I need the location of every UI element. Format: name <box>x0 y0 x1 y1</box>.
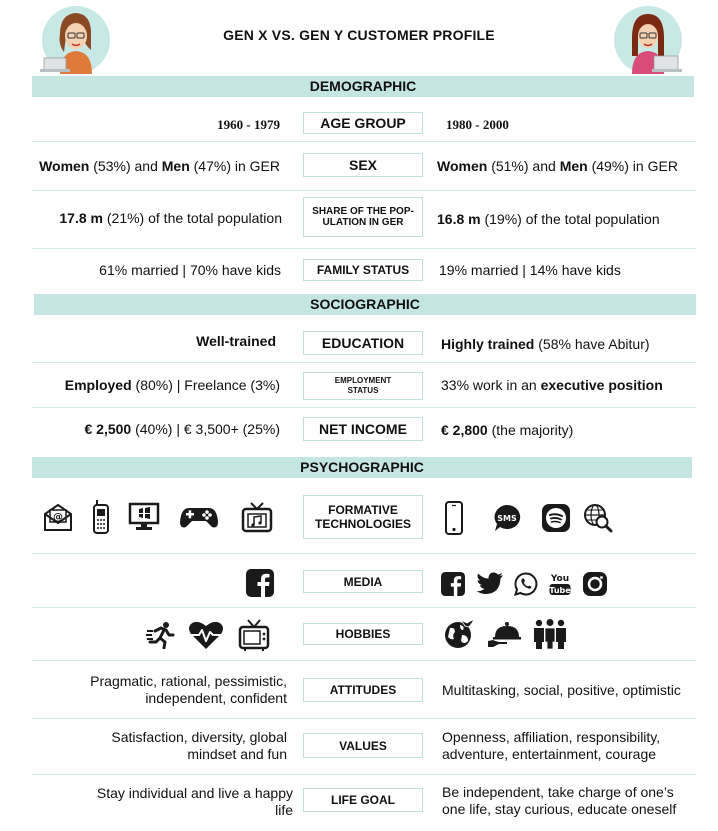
label-formative-technologies: FORMATIVE TECHNOLOGIES <box>303 495 423 539</box>
svg-text:@: @ <box>53 512 63 523</box>
gamepad-icon <box>179 504 219 530</box>
label-attitudes: ATTITUDES <box>303 678 423 702</box>
label-sex: SEX <box>303 153 423 177</box>
sms-icon <box>492 503 522 533</box>
label-population-share: SHARE OF THE POP- ULATION IN GER <box>303 197 423 237</box>
desktop-computer-icon <box>128 502 160 532</box>
svg-text:Tube: Tube <box>549 586 571 595</box>
web-search-icon <box>583 503 613 533</box>
gen-x-sex: Women (53%) and Men (47%) in GER <box>39 158 280 174</box>
label-age-group: AGE GROUP <box>303 112 423 134</box>
row-family-status <box>0 249 718 293</box>
row-age-group <box>0 98 718 141</box>
facebook-icon <box>441 572 465 596</box>
section-sociographic: SOCIOGRAPHIC <box>34 294 696 315</box>
gen-y-education: Highly trained (58% have Abitur) <box>441 336 650 352</box>
label-net-income: NET INCOME <box>303 417 423 441</box>
gen-y-sex: Women (51%) and Men (49%) in GER <box>437 158 678 174</box>
label-values: VALUES <box>303 733 423 758</box>
row-employment-status <box>0 363 718 407</box>
gen-x-age-range: 1960 - 1979 <box>217 117 280 132</box>
gen-x-technology-icons <box>42 499 273 535</box>
tv-icon <box>238 618 270 652</box>
whatsapp-icon <box>514 572 538 596</box>
gen-x-life-goal: Stay individual and live a happy life <box>96 785 293 818</box>
smartphone-icon <box>444 501 464 535</box>
svg-text:You: You <box>550 574 570 584</box>
label-hobbies: HOBBIES <box>303 623 423 645</box>
gen-y-life-goal: Be independent, take charge of one’s one life, stay curious, educate oneself <box>442 784 677 817</box>
gen-y-employment: 33% work in an executive position <box>441 377 663 393</box>
gen-y-net-income: € 2,800 (the majority) <box>441 422 574 438</box>
row-population-share <box>0 191 718 248</box>
row-values <box>0 719 718 774</box>
label-media: MEDIA <box>303 570 423 593</box>
gen-y-family-status: 19% married | 14% have kids <box>439 262 621 278</box>
row-education <box>0 316 718 362</box>
row-attitudes <box>0 661 718 718</box>
gen-x-education: Well-trained <box>196 333 276 349</box>
sport-icon <box>146 621 176 649</box>
gen-y-avatar <box>614 4 686 76</box>
label-education: EDUCATION <box>303 331 423 355</box>
gen-y-population-share: 16.8 m (19%) of the total population <box>437 211 660 227</box>
gen-x-net-income: € 2,500 (40%) | € 3,500+ (25%) <box>84 421 280 437</box>
gen-x-attitudes: Pragmatic, rational, pessimistic, independent, confident <box>90 673 287 706</box>
section-demographic: DEMOGRAPHIC <box>32 76 694 97</box>
row-hobbies <box>0 608 718 660</box>
gen-y-values: Openness, affiliation, responsibility, adventure, entertainment, courage <box>442 729 661 762</box>
mobile-phone-icon <box>91 499 111 535</box>
gen-y-technology-icons <box>444 501 613 535</box>
food-icon <box>487 619 521 649</box>
health-icon <box>188 620 224 650</box>
instagram-icon <box>582 571 608 597</box>
row-media <box>0 554 718 607</box>
spotify-icon <box>541 503 571 533</box>
label-employment-status: EMPLOYMENT STATUS <box>303 372 423 400</box>
gen-x-hobby-icons <box>146 618 270 652</box>
row-life-goal <box>0 775 718 831</box>
row-formative-technologies <box>0 479 718 553</box>
facebook-icon <box>246 569 274 597</box>
travel-icon <box>443 618 475 650</box>
gen-y-attitudes: Multitasking, social, positive, optimistic <box>442 682 681 698</box>
page-title: GEN X VS. GEN Y CUSTOMER PROFILE <box>223 27 495 43</box>
twitter-icon <box>476 572 504 596</box>
row-net-income <box>0 408 718 456</box>
youtube-icon <box>549 571 571 597</box>
gen-x-media-icons <box>246 569 274 597</box>
gen-y-media-icons <box>441 571 608 597</box>
gen-x-employment: Employed (80%) | Freelance (3%) <box>64 377 280 393</box>
gen-x-avatar <box>38 4 110 76</box>
svg-text:SMS: SMS <box>497 514 517 523</box>
section-psychographic: PSYCHOGRAPHIC <box>32 457 692 478</box>
row-sex <box>0 142 718 190</box>
gen-y-hobby-icons <box>443 618 567 650</box>
label-life-goal: LIFE GOAL <box>303 788 423 812</box>
friends-icon <box>533 618 567 650</box>
gen-x-values: Satisfaction, diversity, global mindset and fun <box>111 729 287 762</box>
label-family-status: FAMILY STATUS <box>303 259 423 281</box>
gen-x-population-share: 17.8 m (21%) of the total population <box>59 210 282 226</box>
gen-x-family-status: 61% married | 70% have kids <box>99 262 281 278</box>
gen-y-age-range: 1980 - 2000 <box>446 117 509 132</box>
tv-icon <box>241 501 273 533</box>
email-icon <box>42 502 74 532</box>
